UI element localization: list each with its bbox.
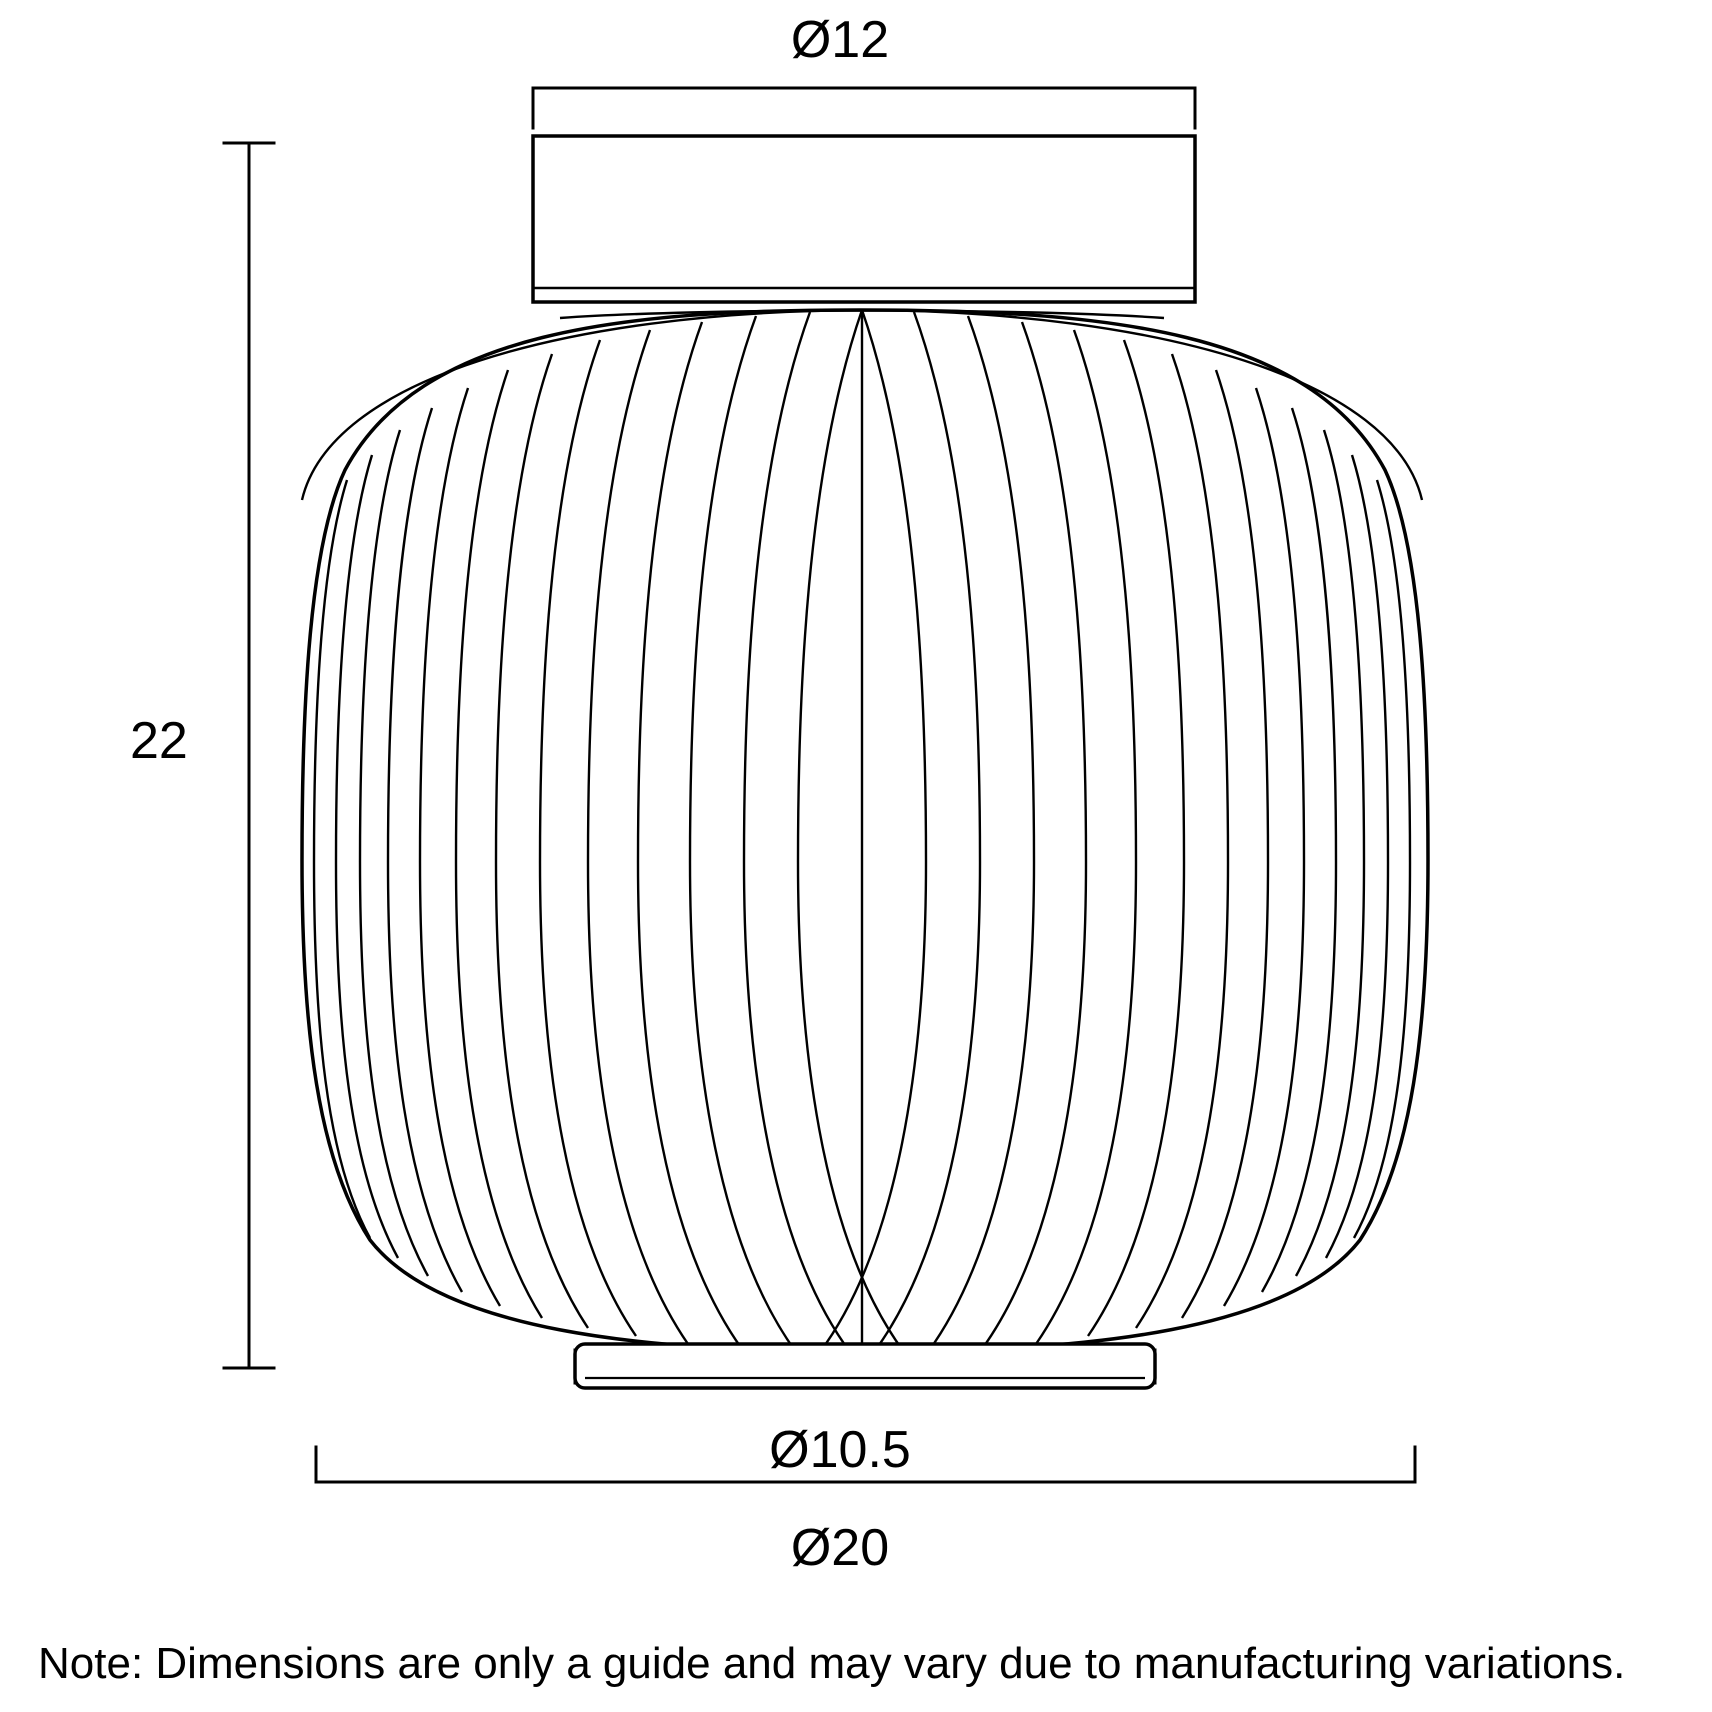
dimension-label-overall-diameter: Ø20	[790, 1519, 890, 1577]
top-diameter-dimension	[533, 88, 1195, 128]
shade-outline	[302, 310, 1428, 1352]
dimension-label-height: 22	[130, 712, 188, 770]
dimensions-note: Note: Dimensions are only a guide and may vary due to manufacturing variations.	[38, 1639, 1626, 1688]
dimension-label-bottom-inner-diameter: Ø10.5	[769, 1421, 911, 1479]
canopy	[533, 136, 1195, 302]
height-dimension	[224, 143, 274, 1368]
bottom-diffuser	[575, 1344, 1155, 1388]
dimension-label-top-diameter: Ø12	[790, 11, 890, 69]
